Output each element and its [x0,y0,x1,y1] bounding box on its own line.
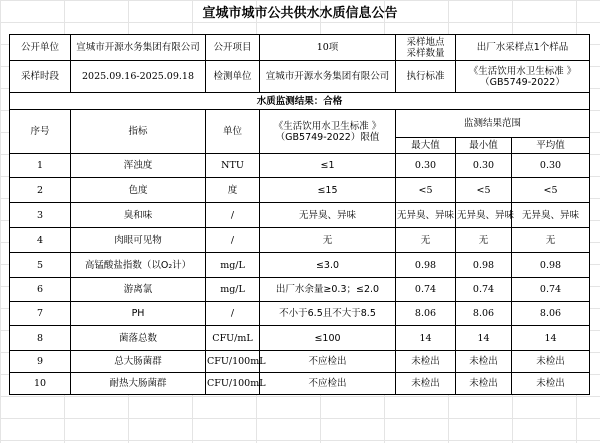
table-row [10,373,590,395]
row-min[interactable]: 14 [456,326,512,351]
sample-value[interactable]: 出厂水采样点1个样品 [456,35,590,61]
row-indicator[interactable]: 总大肠菌群 [71,351,206,373]
row-limit[interactable]: 不小于6.5且不大于8.5 [260,302,396,326]
row-avg[interactable]: 8.06 [512,302,590,326]
sample-label: 采样地点 采样数量 [396,35,456,61]
row-indicator[interactable]: 菌落总数 [71,326,206,351]
row-unit[interactable]: mg/L [206,253,260,278]
row-limit[interactable]: ≤1 [260,154,396,178]
col-min-header: 最小值 [456,138,512,154]
row-limit[interactable]: 出厂水余量≥0.3；≤2.0 [260,278,396,302]
row-avg[interactable]: 0.98 [512,253,590,278]
time-value[interactable]: 2025.09.16-2025.09.18 [71,61,206,93]
row-max[interactable]: 无 [396,228,456,253]
col-index-header: 序号 [10,110,71,154]
row-index[interactable]: 2 [10,178,71,203]
table-row [10,228,590,253]
row-limit[interactable]: ≤15 [260,178,396,203]
row-unit[interactable]: / [206,302,260,326]
page-title: 宣城市城市公共供水水质信息公告 [202,6,398,21]
row-unit[interactable]: 度 [206,178,260,203]
row-indicator[interactable]: 游离氯 [71,278,206,302]
row-min[interactable]: 0.74 [456,278,512,302]
row-max[interactable]: 未检出 [396,373,456,395]
row-index[interactable]: 1 [10,154,71,178]
data-rows [10,154,590,395]
row-index[interactable]: 4 [10,228,71,253]
row-max[interactable]: 0.30 [396,154,456,178]
row-avg[interactable]: 未检出 [512,373,590,395]
row-indicator[interactable]: 肉眼可见物 [71,228,206,253]
table-row [10,203,590,228]
row-indicator[interactable]: 浑浊度 [71,154,206,178]
row-max[interactable]: 8.06 [396,302,456,326]
row-max[interactable]: 14 [396,326,456,351]
row-avg[interactable]: 无 [512,228,590,253]
row-unit[interactable]: / [206,203,260,228]
row-limit[interactable]: 不应检出 [260,351,396,373]
row-index[interactable]: 10 [10,373,71,395]
water-quality-table [9,34,590,395]
row-index[interactable]: 5 [10,253,71,278]
project-value[interactable]: 10项 [260,35,396,61]
standard-label: 执行标准 [396,61,456,93]
row-limit[interactable]: 无 [260,228,396,253]
row-limit[interactable]: ≤3.0 [260,253,396,278]
col-max-header: 最大值 [396,138,456,154]
col-limit-header: 《生活饮用水卫生标准 》（GB5749-2022）限值 [260,110,396,154]
result-row [10,93,590,110]
row-min[interactable]: <5 [456,178,512,203]
row-limit[interactable]: 不应检出 [260,373,396,395]
row-indicator[interactable]: 臭和味 [71,203,206,228]
row-min[interactable]: 无 [456,228,512,253]
col-avg-header: 平均值 [512,138,590,154]
row-limit[interactable]: ≤100 [260,326,396,351]
unit-label: 公开单位 [10,35,71,61]
row-unit[interactable]: CFU/100mL [206,351,260,373]
row-unit[interactable]: NTU [206,154,260,178]
row-avg[interactable]: <5 [512,178,590,203]
unit-value[interactable]: 宣城市开源水务集团有限公司 [71,35,206,61]
table-row [10,351,590,373]
row-index[interactable]: 8 [10,326,71,351]
row-indicator[interactable]: 耐热大肠菌群 [71,373,206,395]
row-avg[interactable]: 无异臭、异味 [512,203,590,228]
row-avg[interactable]: 14 [512,326,590,351]
row-avg[interactable]: 0.30 [512,154,590,178]
time-label: 采样时段 [10,61,71,93]
row-max[interactable]: 0.74 [396,278,456,302]
row-index[interactable]: 7 [10,302,71,326]
col-indicator-header: 指标 [71,110,206,154]
standard-value[interactable]: 《生活饮用水卫生标准 》（GB5749-2022） [456,61,590,93]
row-min[interactable]: 无异臭、异味 [456,203,512,228]
header-row-1 [10,35,590,61]
row-unit[interactable]: / [206,228,260,253]
result-title: 水质监测结果：合格 [10,93,590,110]
table-row [10,278,590,302]
row-unit[interactable]: CFU/100mL [206,373,260,395]
table-row [10,178,590,203]
row-unit[interactable]: mg/L [206,278,260,302]
row-unit[interactable]: CFU/mL [206,326,260,351]
row-limit[interactable]: 无异臭、异味 [260,203,396,228]
col-unit-header: 单位 [206,110,260,154]
row-max[interactable]: <5 [396,178,456,203]
row-index[interactable]: 6 [10,278,71,302]
header-row-2 [10,61,590,93]
row-max[interactable]: 无异臭、异味 [396,203,456,228]
row-min[interactable]: 0.30 [456,154,512,178]
row-indicator[interactable]: PH [71,302,206,326]
row-avg[interactable]: 0.74 [512,278,590,302]
row-max[interactable]: 未检出 [396,351,456,373]
col-range-header: 监测结果范围 [396,110,590,138]
row-avg[interactable]: 未检出 [512,351,590,373]
inspect-value[interactable]: 宣城市开源水务集团有限公司 [260,61,396,93]
row-min[interactable]: 未检出 [456,351,512,373]
table-row [10,253,590,278]
row-max[interactable]: 0.98 [396,253,456,278]
table-row [10,302,590,326]
row-min[interactable]: 8.06 [456,302,512,326]
row-index[interactable]: 3 [10,203,71,228]
table-row [10,154,590,178]
row-index[interactable]: 9 [10,351,71,373]
row-indicator[interactable]: 高锰酸盐指数（以O₂计） [71,253,206,278]
project-label: 公开项目 [206,35,260,61]
column-header-row-1 [10,110,590,138]
row-min[interactable]: 未检出 [456,373,512,395]
table-row [10,326,590,351]
row-min[interactable]: 0.98 [456,253,512,278]
row-indicator[interactable]: 色度 [71,178,206,203]
inspect-label: 检测单位 [206,61,260,93]
